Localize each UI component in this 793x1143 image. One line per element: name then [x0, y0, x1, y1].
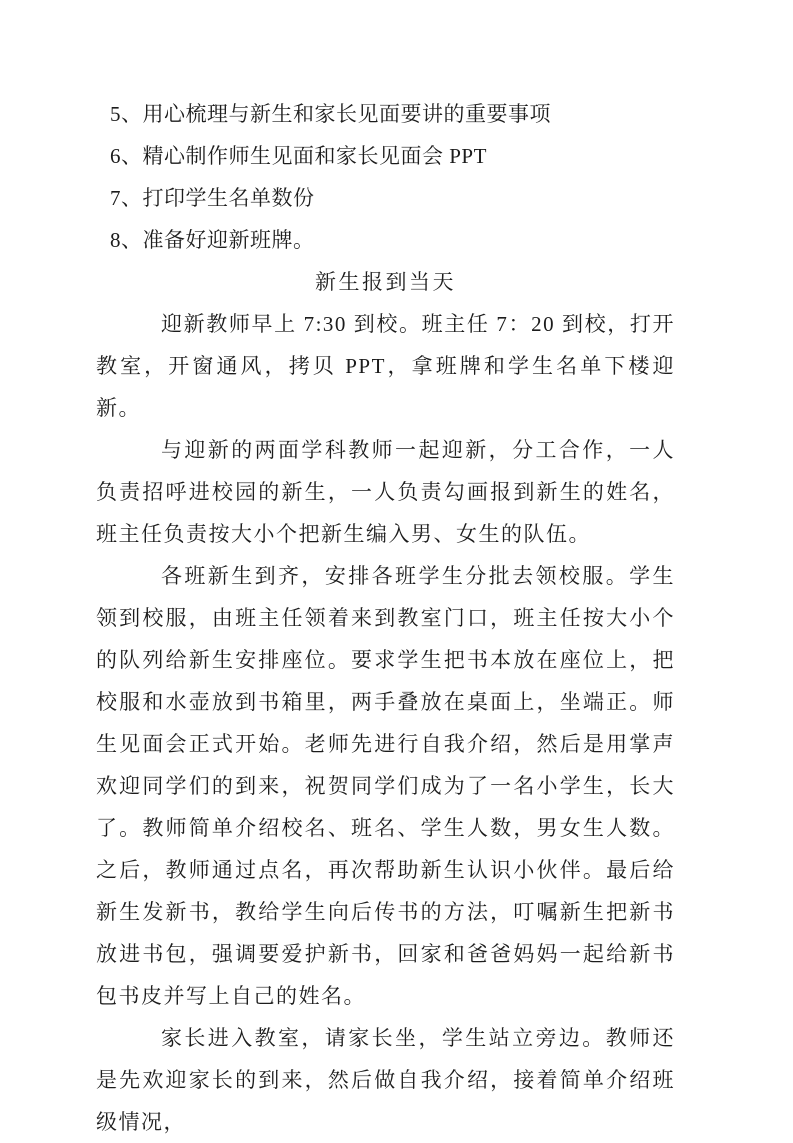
document-content [96, 93, 675, 1143]
paragraph-welcome-cooperation: 与迎新的两面学科教师一起迎新，分工合作，一人负责招呼进校园的新生，一人负责勾画报到新生的姓名，班主任负责按大小个把新生编入男、女生的队伍。 [96, 438, 675, 546]
paragraph-parents-meeting: 家长进入教室，请家长坐，学生站立旁边。教师还是先欢迎家长的到来，然后做自我介绍，接着简单介绍班级情况， [96, 1026, 675, 1134]
list-item-8: 8、准备好迎新班牌。 [110, 228, 315, 252]
list-item-6: 6、精心制作师生见面和家长见面会 PPT [110, 144, 487, 168]
paragraph-teacher-arrival: 迎新教师早上 7:30 到校。班主任 7：20 到校，打开教室，开窗通风，拷贝 PPT，拿班牌和学生名单下楼迎新。 [96, 312, 675, 420]
section-title: 新生报到当天 [315, 270, 456, 294]
list-item-5: 5、用心梳理与新生和家长见面要讲的重要事项 [110, 102, 551, 126]
paragraph-classroom-meeting: 各班新生到齐，安排各班学生分批去领校服。学生领到校服，由班主任领着来到教室门口，班主任按大小个的队列给新生安排座位。要求学生把书本放在座位上，把校服和水壶放到书箱里，两手叠放在桌面上，坐端正。师生见面会正式开始。老师先进行自我介绍，然后是用掌声欢迎同学们的到来，祝贺同学们成为了一名小学生，长大了。教师简单介绍校名、班名、学生人数，男女生人数。之后，教师通过点名，再次帮助新生认识小伙伴。最后给新生发新书，教给学生向后传书的方法，叮嘱新生把新书放进书包，强调要爱护新书，回家和爸爸妈妈一起给新书包书皮并写上自己的姓名。 [96, 564, 675, 1008]
list-item-7: 7、打印学生名单数份 [110, 186, 315, 210]
